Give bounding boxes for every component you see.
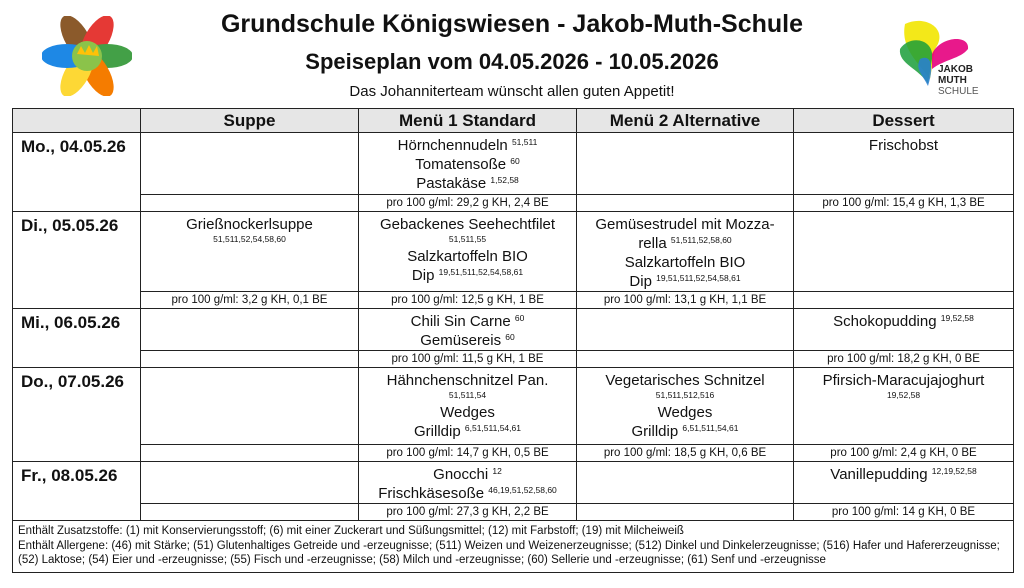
menu1-cell bbox=[359, 309, 577, 351]
school-name: Grundschule Königswiesen - Jakob-Muth-Schule bbox=[220, 10, 803, 38]
nutrition-info-soup: pro 100 g/ml: 3,2 g KH, 0,1 BE bbox=[141, 292, 359, 309]
nutrition-info-dessert: pro 100 g/ml: 2,4 g KH, 0 BE bbox=[794, 445, 1014, 462]
dish-name: Hähnchenschnitzel Pan. bbox=[386, 372, 549, 389]
allergen-codes: 60 bbox=[510, 156, 520, 166]
allergen-codes: 51,511,55 bbox=[448, 234, 487, 244]
menu2-cell bbox=[577, 133, 794, 195]
dish-name: Salzkartoffeln BIO bbox=[624, 254, 746, 271]
menu2-cell bbox=[577, 368, 794, 445]
allergen-codes: 19,51,511,52,54,58,61 bbox=[656, 273, 741, 283]
dish-line bbox=[794, 312, 1013, 331]
column-header-soup: Suppe bbox=[141, 109, 359, 133]
additives-legend: Enthält Zusatzstoffe: (1) mit Konservierungsstoff; (6) mit einer Zuckerart und Süßungsmittel; (12) mit Farbstoff; (19) mit Milcheiweiß bbox=[18, 525, 684, 537]
allergen-codes: 12 bbox=[492, 466, 502, 476]
dish-name: Gnocchi bbox=[433, 466, 489, 483]
allergen-codes: 6,51,511,54,61 bbox=[464, 423, 521, 433]
nutrition-info-dessert: pro 100 g/ml: 18,2 g KH, 0 BE bbox=[794, 351, 1014, 368]
legend-row bbox=[13, 521, 1014, 573]
dessert-cell bbox=[794, 133, 1014, 195]
nutrition-row bbox=[13, 351, 1014, 368]
menu1-cell bbox=[359, 462, 577, 504]
allergen-codes: 12,19,52,58 bbox=[931, 466, 977, 476]
dessert-cell bbox=[794, 368, 1014, 445]
dish-line bbox=[359, 136, 576, 155]
column-header-menu2: Menü 2 Alternative bbox=[577, 109, 794, 133]
menu1-cell bbox=[359, 133, 577, 195]
dish-name: Salzkartoffeln BIO bbox=[407, 248, 528, 265]
nutrition-info-soup bbox=[141, 445, 359, 462]
allergen-codes: 6,51,511,54,61 bbox=[682, 423, 739, 433]
dish-line bbox=[359, 247, 576, 266]
allergen-codes: 51,511,52,58,60 bbox=[670, 235, 732, 245]
dish-line bbox=[794, 136, 1013, 155]
allergen-codes: 60 bbox=[514, 313, 525, 323]
dessert-cell bbox=[794, 462, 1014, 504]
soup-cell bbox=[141, 462, 359, 504]
dish-name: Grilldip bbox=[631, 423, 679, 440]
nutrition-info-dessert: pro 100 g/ml: 15,4 g KH, 1,3 BE bbox=[794, 195, 1014, 212]
legend bbox=[13, 521, 1014, 573]
nutrition-info-dessert bbox=[794, 292, 1014, 309]
day-row bbox=[13, 133, 1014, 195]
dish-name: Gebackenes Seehechtfilet bbox=[379, 216, 556, 233]
dish-name: Pfirsich-Maracujajoghurt bbox=[822, 372, 985, 389]
dish-name: Tomatensoße bbox=[415, 156, 507, 173]
dish-name: Dip bbox=[629, 273, 652, 290]
menu2-cell bbox=[577, 212, 794, 292]
allergen-codes: 19,51,511,52,54,58,61 bbox=[438, 267, 524, 277]
dish-line bbox=[359, 266, 576, 285]
dish-name: Wedges bbox=[657, 404, 713, 421]
dish-name: Frischkäsesoße bbox=[378, 485, 485, 502]
nutrition-info-menu2: pro 100 g/ml: 18,5 g KH, 0,6 BE bbox=[577, 445, 794, 462]
dish-name: Gemüsereis bbox=[420, 332, 502, 349]
allergen-codes: 19,52,58 bbox=[886, 390, 921, 400]
dish-name: Vegetarisches Schnitzel bbox=[605, 372, 765, 389]
nutrition-info-menu1: pro 100 g/ml: 29,2 g KH, 2,4 BE bbox=[359, 195, 577, 212]
dish-name: rella bbox=[638, 235, 667, 252]
dish-line bbox=[359, 371, 576, 400]
day-label: Do., 07.05.26 bbox=[13, 368, 141, 462]
dish-line bbox=[794, 371, 1013, 400]
menu-table bbox=[12, 108, 1014, 573]
dish-line bbox=[359, 174, 576, 193]
allergen-codes: 19,52,58 bbox=[940, 313, 974, 323]
dish-line bbox=[359, 484, 576, 503]
dish-line bbox=[794, 465, 1013, 484]
svg-text:MUTH: MUTH bbox=[938, 75, 967, 86]
dish-name: Wedges bbox=[440, 404, 495, 421]
dish-line bbox=[577, 371, 793, 400]
menu2-cell bbox=[577, 309, 794, 351]
allergen-codes: 51,511,54 bbox=[448, 390, 487, 400]
allergen-codes: 60 bbox=[505, 332, 515, 342]
column-header-dessert: Dessert bbox=[794, 109, 1014, 133]
allergen-codes: 46,19,51,52,58,60 bbox=[488, 485, 557, 495]
column-header-menu1: Menü 1 Standard bbox=[359, 109, 577, 133]
day-row bbox=[13, 368, 1014, 445]
nutrition-info-soup bbox=[141, 504, 359, 521]
dish-line bbox=[359, 403, 576, 422]
day-row bbox=[13, 462, 1014, 504]
nutrition-info-menu2 bbox=[577, 195, 794, 212]
dish-line bbox=[577, 215, 793, 234]
dish-line bbox=[359, 155, 576, 174]
dish-line bbox=[577, 422, 793, 441]
dish-name: Grießnockerlsuppe bbox=[186, 216, 313, 233]
day-row bbox=[13, 309, 1014, 351]
nutrition-row bbox=[13, 445, 1014, 462]
dish-line bbox=[577, 403, 793, 422]
dish-line bbox=[359, 215, 576, 244]
greeting: Das Johanniterteam wünscht allen guten Appetit! bbox=[349, 83, 675, 100]
dish-name: Grilldip bbox=[414, 423, 461, 440]
nutrition-info-menu1: pro 100 g/ml: 14,7 g KH, 0,5 BE bbox=[359, 445, 577, 462]
dessert-cell bbox=[794, 212, 1014, 292]
dish-name: Dip bbox=[411, 267, 435, 284]
nutrition-info-menu2 bbox=[577, 351, 794, 368]
dish-line bbox=[141, 215, 358, 244]
day-row bbox=[13, 212, 1014, 292]
dish-name: Gemüsestrudel mit Mozza- bbox=[595, 216, 775, 233]
dish-name: Hörnchennudeln bbox=[397, 137, 508, 154]
nutrition-row bbox=[13, 292, 1014, 309]
day-label: Mo., 04.05.26 bbox=[13, 133, 141, 212]
dish-line bbox=[577, 234, 793, 253]
svg-text:SCHULE: SCHULE bbox=[938, 86, 979, 97]
allergen-codes: 51,511,512,516 bbox=[655, 390, 715, 400]
dish-line bbox=[577, 272, 793, 291]
day-label: Di., 05.05.26 bbox=[13, 212, 141, 309]
nutrition-info-soup bbox=[141, 195, 359, 212]
nutrition-row bbox=[13, 504, 1014, 521]
nutrition-info-menu1: pro 100 g/ml: 27,3 g KH, 2,2 BE bbox=[359, 504, 577, 521]
nutrition-row bbox=[13, 195, 1014, 212]
nutrition-info-menu1: pro 100 g/ml: 11,5 g KH, 1 BE bbox=[359, 351, 577, 368]
dish-line bbox=[359, 465, 576, 484]
dish-name: Chili Sin Carne bbox=[410, 313, 511, 330]
dish-line bbox=[359, 312, 576, 331]
menu2-cell bbox=[577, 462, 794, 504]
column-header-day bbox=[13, 109, 141, 133]
nutrition-info-soup bbox=[141, 351, 359, 368]
allergens-legend: Enthält Allergene: (46) mit Stärke; (51) Glutenhaltiges Getreide und -erzeugnisse; (511) Weizen und Weizenerzeugnisse; (512) Dinkel und Dinkelerzeugnisse; (516) Hafer und Hafererzeugnisse; (52) Laktose; (54) Eier und -erzeugnisse; (55) Fisch und -erzeugnisse; (58) Milch und -erzeugnisse; (60) Sellerie und -erzeugnisse; (61) Senf und -erzeugnisse bbox=[18, 539, 1000, 566]
dish-name: Schokopudding bbox=[833, 313, 937, 330]
dish-name: Pastakäse bbox=[416, 175, 487, 192]
nutrition-info-dessert: pro 100 g/ml: 14 g KH, 0 BE bbox=[794, 504, 1014, 521]
allergen-codes: 1,52,58 bbox=[490, 175, 519, 185]
dish-name: Vanillepudding bbox=[830, 466, 928, 483]
nutrition-info-menu2 bbox=[577, 504, 794, 521]
menu1-cell bbox=[359, 368, 577, 445]
svg-text:JAKOB: JAKOB bbox=[938, 64, 974, 75]
menu1-cell bbox=[359, 212, 577, 292]
allergen-codes: 51,511 bbox=[511, 137, 538, 147]
dish-line bbox=[359, 331, 576, 350]
dish-line bbox=[359, 422, 576, 441]
soup-cell bbox=[141, 368, 359, 445]
nutrition-info-menu2: pro 100 g/ml: 13,1 g KH, 1,1 BE bbox=[577, 292, 794, 309]
table-header-row bbox=[13, 109, 1014, 133]
allergen-codes: 51,511,52,54,58,60 bbox=[213, 234, 286, 244]
dish-line bbox=[577, 253, 793, 272]
plan-title: Speiseplan vom 04.05.2026 - 10.05.2026 bbox=[305, 49, 719, 74]
soup-cell bbox=[141, 212, 359, 292]
dessert-cell bbox=[794, 309, 1014, 351]
nutrition-info-menu1: pro 100 g/ml: 12,5 g KH, 1 BE bbox=[359, 292, 577, 309]
day-label: Mi., 06.05.26 bbox=[13, 309, 141, 368]
soup-cell bbox=[141, 133, 359, 195]
dish-name: Frischobst bbox=[868, 137, 939, 154]
day-label: Fr., 08.05.26 bbox=[13, 462, 141, 521]
soup-cell bbox=[141, 309, 359, 351]
